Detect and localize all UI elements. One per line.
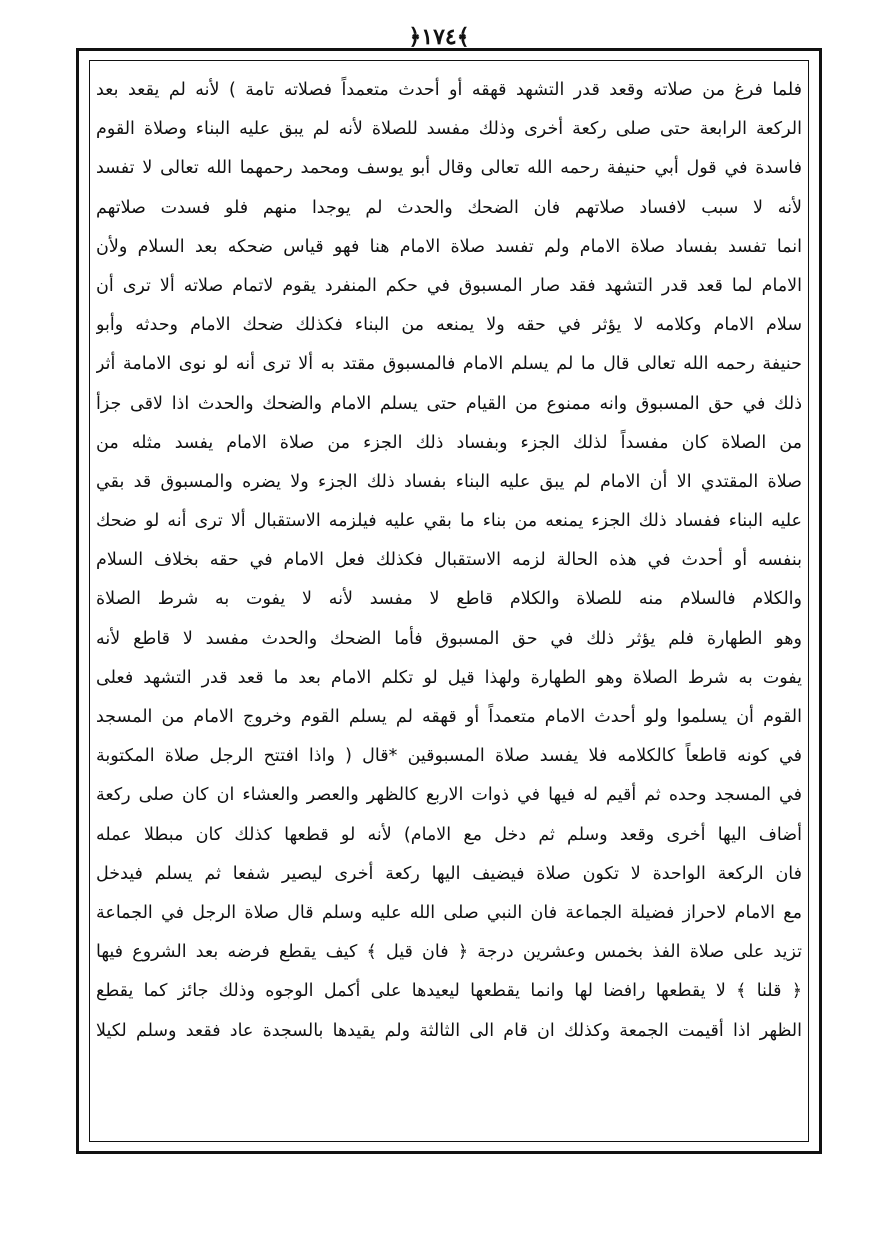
page-border-inner	[89, 60, 809, 1142]
text-line: الظهر اذا أقيمت الجمعة وكذلك ان قام الى الثالثة ولم يقيدها بالسجدة عاد فقعد وسلم لكيلا	[96, 1020, 802, 1041]
text-line: الركعة الرابعة حتى صلى ركعة أخرى وذلك مفسد للصلاة لأنه لم يبق عليه البناء وصلاة القوم	[96, 119, 802, 140]
text-line: سلام الامام وكلامه لا يؤثر في حقه ولا يمنعه من البناء فكذلك ضحك الامام وحدثه وأبو	[96, 315, 802, 336]
text-line: تزيد على صلاة الفذ بخمس وعشرين درجة ﴿ فان قيل ﴾ كيف يقطع فرضه بعد الشروع فيها	[96, 942, 802, 963]
text-line: فلما فرغ من صلاته وقعد قدر التشهد قهقه أو أحدث متعمداً فصلاته تامة ) لأنه لم يقعد بعد	[96, 80, 802, 100]
text-line: عليه البناء ففساد ذلك الجزء يمنعه من بناء ما بقي عليه فيلزمه الاستقبال ألا ترى أنه لو ضحك	[96, 511, 802, 532]
text-line: ذلك في حق المسبوق وانه ممنوع من القيام حتى يسلم الامام والضحك والحدث اذا لاقى جزأ	[96, 393, 802, 414]
text-line: من الصلاة كان مفسداً لذلك الجزء وبفساد ذلك الجزء من صلاة الامام يفسد مثله من	[96, 432, 802, 453]
text-line: القوم أن يسلموا ولو أحدث الامام متعمداً أو قهقه لم يسلم القوم وخروج الامام من المسجد	[96, 707, 802, 727]
text-line: فاسدة في قول أبي حنيفة رحمه الله تعالى وقال أبو يوسف ومحمد رحمهما الله تعالى لا تفسد	[96, 158, 802, 179]
text-line: في كونه قاطعاً كالكلامه فلا يفسد صلاة المسبوقين *قال ( واذا افتتح الرجل صلاة المكتوبة	[96, 746, 802, 767]
text-body	[96, 71, 802, 1051]
text-line: حنيفة رحمه الله تعالى قال ما لم يسلم الامام فالمسبوق مقتد به ألا ترى أنه لو نوى الامامة أثر	[96, 354, 802, 375]
text-line: في المسجد وحده ثم أقيم له فيها في ذوات الاربع كالظهر والعصر والعشاء ان كان صلى ركعة	[96, 785, 802, 806]
text-line: فان الركعة الواحدة لا تكون صلاة فيضيف اليها ركعة أخرى ليصير شفعا ثم يسلم فيدخل	[96, 863, 802, 884]
text-line: بنفسه أو أحدث في هذه الحالة لزمه الاستقبال فكذلك فعل الامام في حقه بخلاف السلام	[96, 550, 802, 571]
text-line: مع الامام لاحراز فضيلة الجماعة فان النبي صلى الله عليه وسلم قال صلاة الرجل في الجماعة	[96, 902, 802, 923]
text-line: الامام لما قعد قدر التشهد فقد صار المسبوق في حكم المنفرد يقوم لاتمام صلاته ألا ترى أن	[96, 275, 802, 296]
text-line: والكلام فالسلام منه للصلاة والكلام قاطع لا مفسد لأنه لا يفوت به شرط الصلاة	[96, 589, 802, 610]
text-line: يفوت به شرط الصلاة وهو الطهارة ولهذا قيل لو تكلم الامام بعد ما قعد قدر التشهد فعلى	[96, 667, 802, 688]
text-line: انما تفسد بفساد صلاة الامام ولم تفسد صلاة الامام هنا فهو قياس ضحكه بعد السلام ولأن	[96, 236, 802, 257]
page-number: ﴿١٧٤﴾	[408, 24, 470, 50]
text-line: ﴿ قلنا ﴾ لا يقطعها رافضا لها وانما يقطعها ليعيدها على أكمل الوجوه وذلك جائز كما يقطع	[96, 981, 802, 1002]
text-line: لأنه لا سبب لافساد صلاتهم فان الضحك والحدث لم يوجدا منهم فلو فسدت صلاتهم	[96, 197, 802, 218]
text-line: صلاة المقتدي الا أن الامام لم يبق عليه البناء بفساد ذلك الجزء ولا يضره والمسبوق قد بقي	[96, 471, 802, 492]
text-line: وهو الطهارة فلم يؤثر ذلك في حق المسبوق فأما الضحك والحدث مفسد لا قاطع لأنه	[96, 628, 802, 649]
text-line: أضاف اليها أخرى وقعد وسلم ثم دخل مع الامام) لأنه لو قطعها كذلك كان مبطلا عمله	[96, 824, 802, 845]
